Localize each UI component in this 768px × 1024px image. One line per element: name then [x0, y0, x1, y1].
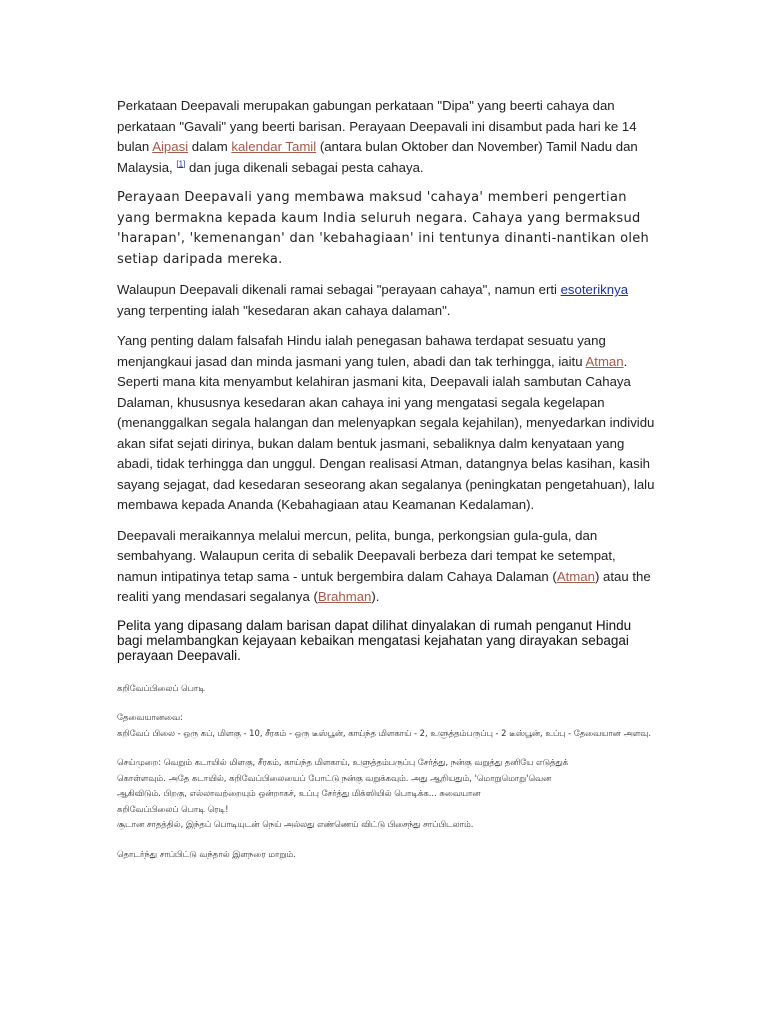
paragraph-origin [117, 96, 657, 178]
spacer [117, 696, 657, 710]
paragraph-pelita: Pelita yang dipasang dalam barisan dapat dilihat dinyalakan di rumah penganut Hindu bagi melambangkan kejayaan kebaikan mengatasi kejahatan yang dirayakan sebagai perayaan Deepavali. [117, 617, 632, 663]
recipe-method-line: கொள்ளவும். அதே கடாயில், கறிவேப்பிலையைப் போட்டு நன்கு வறுக்கவும். அது ஆறியதும், 'மொறுமொறு'வென [117, 772, 552, 783]
spacer [117, 741, 657, 755]
link-brahman[interactable]: Brahman [317, 589, 372, 604]
footnote-link-1[interactable]: [1] [176, 159, 186, 169]
footnote-ref [176, 159, 185, 168]
paragraph-philosophy [117, 331, 657, 516]
recipe-serve: சூடான சாதத்தில், இந்தப் பொடியுடன் நெய் அல்லது எண்ணெய் விட்டு பிசைந்து சாப்பிடலாம். [117, 819, 474, 829]
paragraph-text: ) atau the realiti yang mendasari segalanya ( [117, 568, 651, 604]
paragraph-text: dan juga dikenali sebagai pesta cahaya. [185, 159, 424, 175]
link-esoteriknya[interactable]: esoteriknya [560, 282, 629, 297]
paragraph-text: . Seperti mana kita menyambut kelahiran jasmani kita, Deepavali ialah sambutan Cahaya Dalaman, khususnya kesedaran akan cahaya ini yang mengatasi segala kegelapan (menanggalkan segala halangan dan melenyapkan segala kejahilan), menyedarkan individu akan sifat sejati dirinya, bukan dalam bentuk jasmani, sebaliknya dalm kenyataan yang abadi, tidak terhingga dan unggul. Dengan realisasi Atman, datangnya belas kasihan, kasih sayang sejagat, dad kesedaran seseorang akan segalanya (peningkatan pengetahuan), lalu membawa kepada Ananda (Kebahagiaan atau Keamanan Kedalaman). [117, 353, 655, 512]
paragraph-text: Walaupun Deepavali dikenali ramai sebagai "perayaan cahaya", namun erti [117, 282, 561, 297]
paragraph-text: (antara bulan Oktober dan November) Tamil Nadu dan Malaysia, [117, 139, 638, 175]
link-aipasi[interactable]: Aipasi [152, 139, 189, 154]
recipe-closing: தொடர்ந்து சாப்பிட்டு வந்தால் இளநரை மாறும். [117, 848, 296, 859]
paragraph-text: dalam [188, 139, 232, 154]
link-kalendar-tamil[interactable]: kalendar Tamil [231, 139, 317, 154]
tamil-recipe [117, 681, 657, 863]
paragraph-text: ). [371, 589, 380, 604]
paragraph-text: yang terpenting ialah "kesedaran akan cahaya dalaman". [117, 302, 451, 318]
recipe-method-line: ஆகிவிடும். பிறகு, எல்லாவற்றையும் ஒன்றாகச், உப்பு சேர்த்து மிக்ஸியில் பொடிக்க... சுவையான [117, 788, 481, 798]
article [117, 96, 657, 862]
link-atman-2[interactable]: Atman [556, 568, 595, 584]
paragraph-text: Perkataan Deepavali merupakan gabungan perkataan "Dipa" yang beerti cahaya dan perkataan "Gavali" yang beerti barisan. Perayaan Deepavali ini disambut pada hari ke 14 bulan [117, 98, 637, 154]
recipe-needs-label: தேவையானவை: [117, 712, 183, 722]
recipe-method-line: செய்முறை: வெறும் கடாயில் மிளகு, சீரகம், காய்ந்த மிளகாய், உளுத்தம்பருப்பு சேர்த்து, நன்கு வறுத்து தனியே எடுத்துக் [117, 757, 569, 767]
paragraph-meaning: Perayaan Deepavali yang membawa maksud 'cahaya' memberi pengertian yang bermakna kepada kaum India seluruh negara. Cahaya yang bermaksud 'harapan', 'kemenangan' dan 'kebahagiaan' ini tentunya dinanti-nantikan oleh setiap daripada mereka. [117, 190, 650, 267]
recipe-ingredients: கறிவேப் பிலை - ஒரு கப், மிளகு - 10, சீரகம் - ஒரு டீஸ்பூன், காய்ந்த மிளகாய் - 2, உளுத்தம்பருப்பு - 2 டீஸ்பூன், உப்பு - தேவையான அளவு. [117, 727, 651, 738]
recipe-method-line: கறிவேப்பிலைப் பொடி ரெடி! [117, 803, 229, 814]
paragraph-text: Deepavali meraikannya melalui mercun, pelita, bunga, perkongsian gula-gula, dan sembahyang. Walaupun cerita di sebalik Deepavali berbeza dari tempat ke setempat, namun intipatinya tetap sama - untuk bergembira dalam Cahaya Dalaman ( [117, 527, 616, 584]
spacer [117, 833, 657, 847]
paragraph-text: Yang penting dalam falsafah Hindu ialah penegasan bahawa terdapat sesuatu yang menjangkaui jasad dan minda jasmani yang tulen, abadi dan tak terhingga, iaitu [117, 333, 606, 369]
paragraph-celebration [117, 526, 657, 608]
link-atman[interactable]: Atman [585, 353, 624, 369]
paragraph-esoteric [117, 280, 657, 321]
recipe-title: கறிவேப்பிலைப் பொடி [117, 682, 205, 693]
